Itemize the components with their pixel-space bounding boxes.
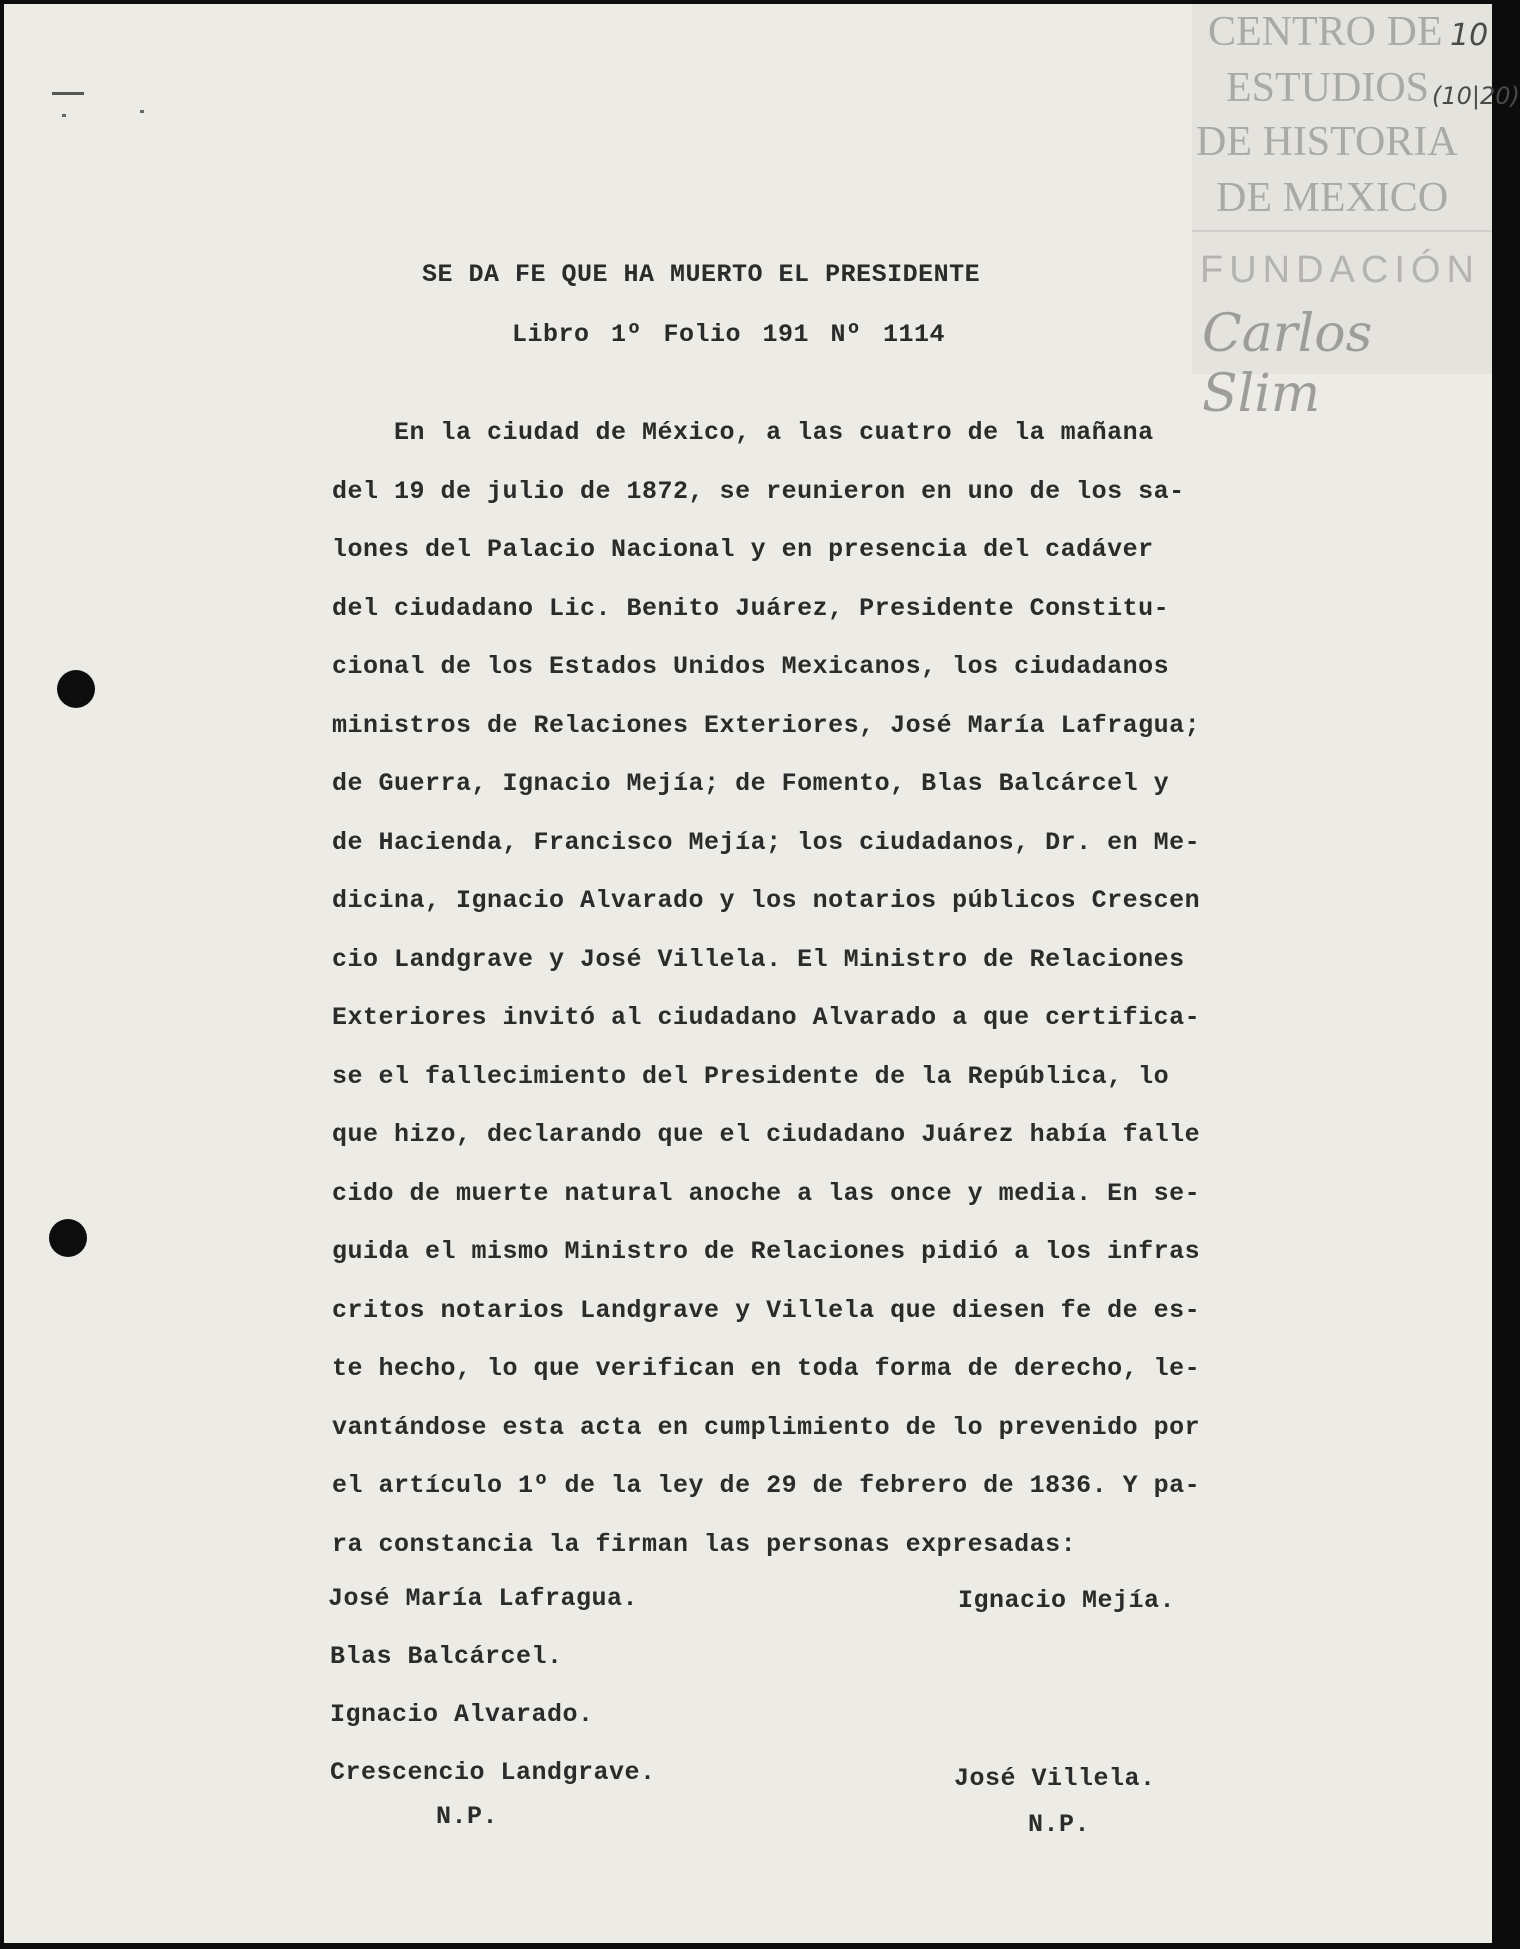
page-number: 10 [1450,18,1489,53]
signatory-balcarcel: Blas Balcárcel. [330,1642,563,1671]
document-body [332,404,1200,1574]
body-line: guida el mismo Ministro de Relaciones pidió a los infras [332,1237,1201,1266]
body-line: ministros de Relaciones Exteriores, José María Lafragua; [332,710,1201,740]
signatory-lafragua: José María Lafragua. [328,1584,639,1613]
stamp-line: DE HISTORIA [1196,119,1458,165]
body-line: que hizo, declarando que el ciudadano Juárez había falle [332,1120,1201,1149]
archive-stamp [1192,4,1492,424]
pen-dot [140,110,144,113]
signatory-landgrave-title: N.P. [436,1802,499,1831]
stamp-foundation: FUNDACIÓN [1200,249,1480,291]
body-line: En la ciudad de México, a las cuatro de la mañana [332,418,1154,447]
body-line: se el fallecimiento del Presidente de la República, lo [332,1061,1170,1091]
pen-dot [62,114,66,117]
body-line: ra constancia la firman las personas expresadas: [332,1529,1077,1559]
body-line: el artículo 1º de la ley de 29 de febrero de 1836. Y pa- [332,1471,1201,1500]
punch-hole [49,1219,87,1257]
punch-hole [57,670,95,708]
body-line: del ciudadano Lic. Benito Juárez, Presidente Constitu- [332,593,1170,623]
signatory-mejia: Ignacio Mejía. [958,1586,1176,1615]
folio-reference: (10|20) [1432,82,1520,110]
stamp-line: DE MEXICO [1216,175,1449,221]
body-line: del 19 de julio de 1872, se reunieron en uno de los sa- [332,476,1185,506]
stamp-signature: Carlos Slim [1202,304,1373,424]
body-line: cional de los Estados Unidos Mexicanos, los ciudadanos [332,652,1170,681]
stamp-line: ESTUDIOS [1226,65,1430,111]
body-line: vantándose esta acta en cumplimiento de lo prevenido por [332,1412,1201,1442]
body-line: critos notarios Landgrave y Villela que diesen fe de es- [332,1295,1201,1325]
body-line: de Hacienda, Francisco Mejía; los ciudadanos, Dr. en Me- [332,827,1201,857]
body-line: te hecho, lo que verifican en toda forma de derecho, le- [332,1354,1201,1383]
signatory-alvarado: Ignacio Alvarado. [330,1700,594,1729]
body-line: lones del Palacio Nacional y en presencia del cadáver [332,535,1154,564]
pen-mark [52,92,84,95]
document-subtitle: Libro 1º Folio 191 Nº 1114 [512,320,946,349]
signatory-landgrave: Crescencio Landgrave. [330,1758,656,1787]
body-line: dicina, Ignacio Alvarado y los notarios públicos Crescen [332,886,1201,915]
body-line: Exteriores invitó al ciudadano Alvarado a que certifica- [332,1003,1201,1032]
body-line: de Guerra, Ignacio Mejía; de Fomento, Blas Balcárcel y [332,769,1170,798]
signatory-villela: José Villela. [954,1764,1156,1793]
document-page [4,4,1520,1943]
signatory-villela-title: N.P. [1028,1810,1091,1839]
document-title: SE DA FE QUE HA MUERTO EL PRESIDENTE [422,260,981,289]
stamp-divider [1192,230,1492,232]
stamp-line: CENTRO DE [1208,9,1443,55]
body-line: cido de muerte natural anoche a las once y media. En se- [332,1178,1201,1208]
body-line: cio Landgrave y José Villela. El Ministro de Relaciones [332,944,1185,974]
